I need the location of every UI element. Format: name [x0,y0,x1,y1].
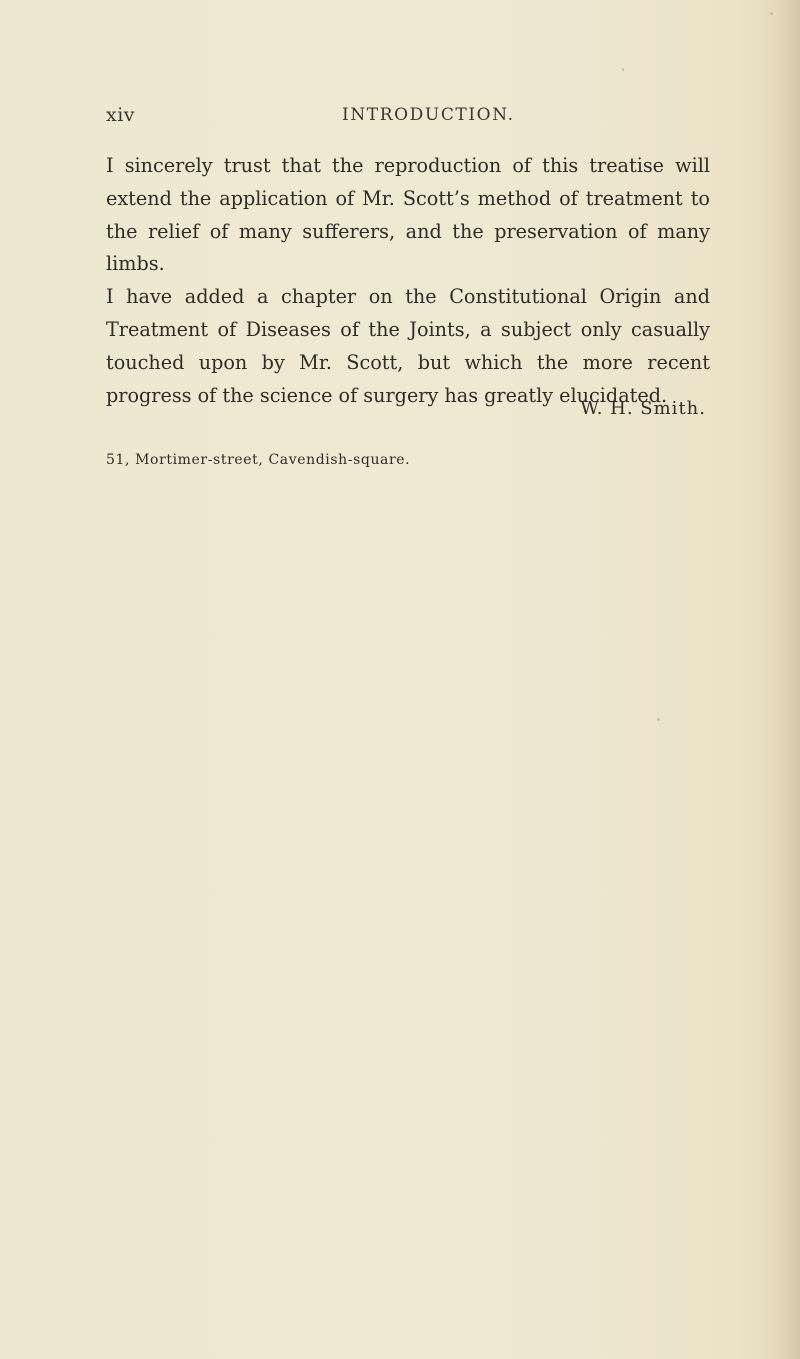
paper-speck [622,68,624,71]
running-head [106,104,708,134]
paragraph: I have added a chapter on the Constitutional Origin and Treatment of Diseases of the Joints, a subject only casually touched upon by Mr. Scott, but which the more recent progress of the science of surgery has greatly elucidated. [106,285,710,407]
running-title: INTRODUCTION. [342,105,515,125]
paper-speck [770,12,773,15]
paragraph: I sincerely trust that the reproduction of this treatise will extend the application of Mr. Scott’s method of treatment to the relief of many sufferers, and the preservation of many limbs. [106,154,710,276]
paper-speck [657,718,660,721]
body-text [106,150,710,412]
author-address: 51, Mortimer-street, Cavendish-square. [106,452,411,468]
page-number: xiv [106,104,136,126]
author-signature: W. H. Smith. [580,398,706,419]
